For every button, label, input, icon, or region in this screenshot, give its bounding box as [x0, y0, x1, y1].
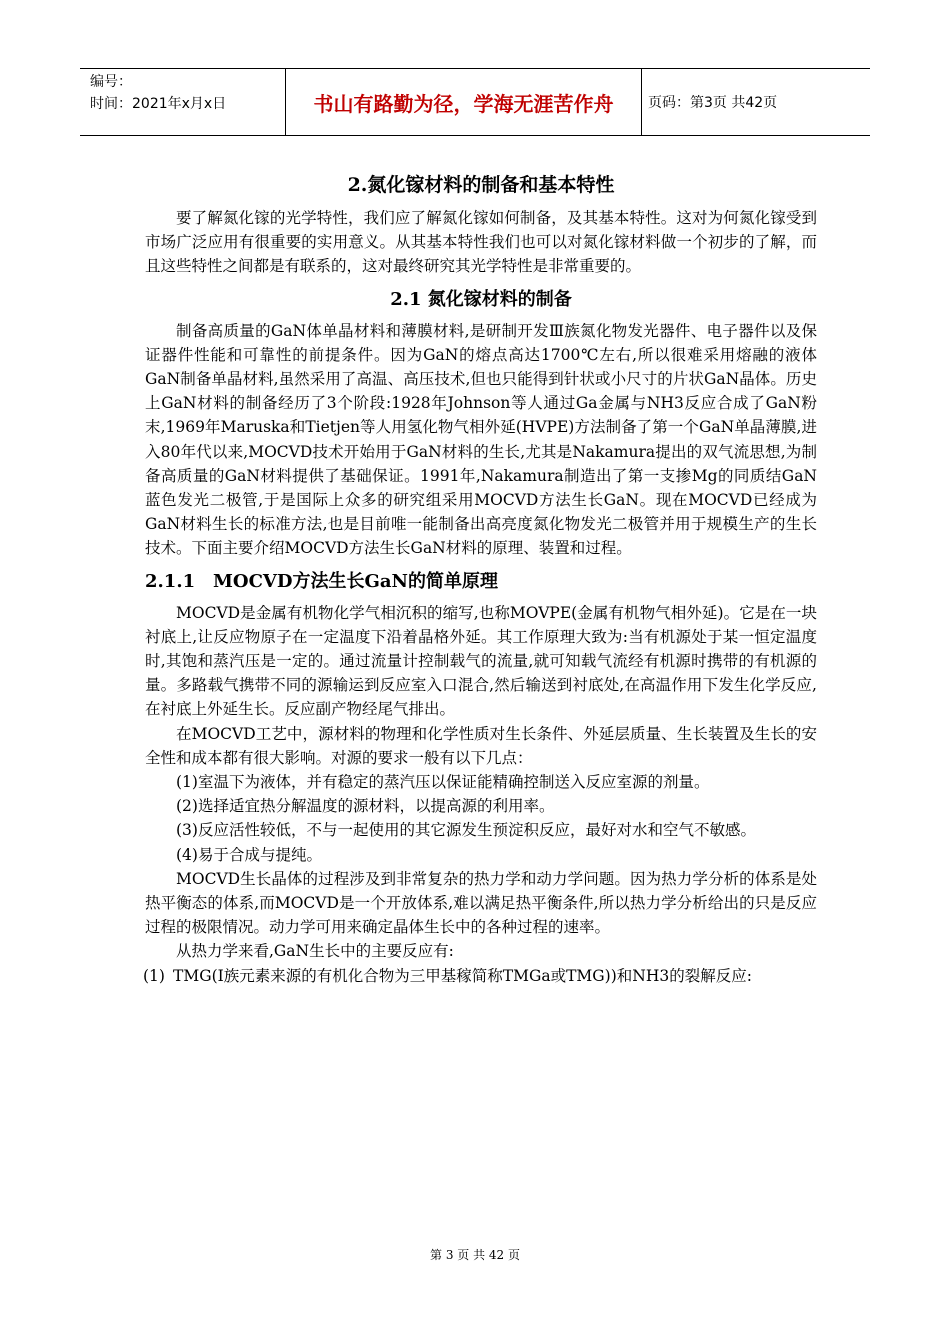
doc-time-label: 时间：2021年x月x日: [90, 96, 227, 112]
document-body: [145, 170, 817, 988]
subsubsection-number: 2.1.1: [145, 570, 196, 592]
page-footer: 第 3 页 共 42 页: [430, 1248, 520, 1262]
body-paragraph: MOCVD是金属有机物化学气相沉积的缩写,也称MOVPE(金属有机物气相外延)。它是在一块衬底上,让反应物原子在一定温度下沿着晶格外延。其工作原理大致为:当有机源处于某一恒定温度时,其饱和蒸汽压是一定的。通过流量计控制载气的流量,就可知载气流经有机源时携带的有机源的量。多路载气携带不同的源输运到反应室入口混合,然后输送到衬底处,在高温作用下发生化学反应,在衬底上外延生长。反应副产物经尾气排出。: [145, 603, 817, 719]
header-page-info: 页码：第3页 共42页: [648, 95, 778, 111]
requirement-item: (1)室温下为液体，并有稳定的蒸汽压以保证能精确控制送入反应室源的剂量。: [176, 773, 710, 792]
section-title: 2.氮化镓材料的制备和基本特性: [347, 174, 615, 196]
subsubsection-title: MOCVD方法生长GaN的简单原理: [213, 570, 498, 592]
subsection-title: 2.1 氮化镓材料的制备: [390, 288, 572, 310]
requirement-item: (3)反应活性较低，不与一起使用的其它源发生预淀积反应，最好对水和空气不敏感。: [176, 821, 756, 840]
header-meta: [80, 69, 285, 135]
header-motto: 书山有路勤为径，学海无涯苦作舟: [285, 69, 642, 135]
list-text: TMG(I族元素来源的有机化合物为三甲基稼简称TMGa或TMG))和NH3的裂解反应:: [173, 966, 752, 985]
intro-paragraph: 要了解氮化镓的光学特性，我们应了解氮化镓如何制备，及其基本特性。这对为何氮化镓受到市场广泛应用有很重要的实用意义。从其基本特性我们也可以对氮化镓材料做一个初步的了解，而且这些特性之间都是有联系的，这对最终研究其光学特性是非常重要的。: [145, 209, 817, 276]
list-number: (1): [143, 966, 165, 985]
requirement-item: (2)选择适宜热分解温度的源材料，以提高源的利用率。: [176, 797, 555, 816]
body-paragraph: MOCVD生长晶体的过程涉及到非常复杂的热力学和动力学问题。因为热力学分析的体系是处热平衡态的体系,而MOCVD是一个开放体系,难以满足热平衡条件,所以热力学分析给出的只是反应过程的极限情况。动力学可用来确定晶体生长中的各种过程的速率。: [145, 869, 817, 937]
body-paragraph: 在MOCVD工艺中，源材料的物理和化学性质对生长条件、外延层质量、生长装置及生长的安全性和成本都有很大影响。对源的要求一般有以下几点：: [145, 724, 817, 767]
page-header: [80, 68, 870, 136]
requirement-item: (4)易于合成与提纯。: [176, 845, 322, 864]
subsubsection-heading: [145, 567, 817, 597]
doc-number-label: 编号：: [90, 74, 132, 90]
preparation-paragraph: 制备高质量的GaN体单晶材料和薄膜材料,是研制开发Ⅲ族氮化物发光器件、电子器件以及保证器件性能和可靠性的前提条件。因为GaN的熔点高达1700℃左右,所以很难采用熔融的液体GaN制备单晶材料,虽然采用了高温、高压技术,但也只能得到针状或小尺寸的片状GaN晶体。历史上GaN材料的制备经历了3个阶段:1928年Johnson等人通过Ga金属与NH3反应合成了GaN粉末,1969年Maruska和Tietjen等人用氢化物气相外延(HVPE)方法制备了第一个GaN单晶薄膜,进入80年代以来,MOCVD技术开始用于GaN材料的生长,尤其是Nakamura提出的双气流思想,为制备高质量的GaN材料提供了基础保证。1991年,Nakamura制造出了第一支掺Mg的同质结GaN蓝色发光二极管,于是国际上众多的研究组采用MOCVD方法生长GaN。现在MOCVD已经成为GaN材料生长的标准方法,也是目前唯一能制备出高亮度氮化物发光二极管并用于规模生产的生长技术。下面主要介绍MOCVD方法生长GaN材料的原理、装置和过程。: [145, 321, 817, 558]
reaction-list-item: [143, 964, 817, 988]
body-paragraph: 从热力学来看,GaN生长中的主要反应有:: [176, 942, 454, 961]
